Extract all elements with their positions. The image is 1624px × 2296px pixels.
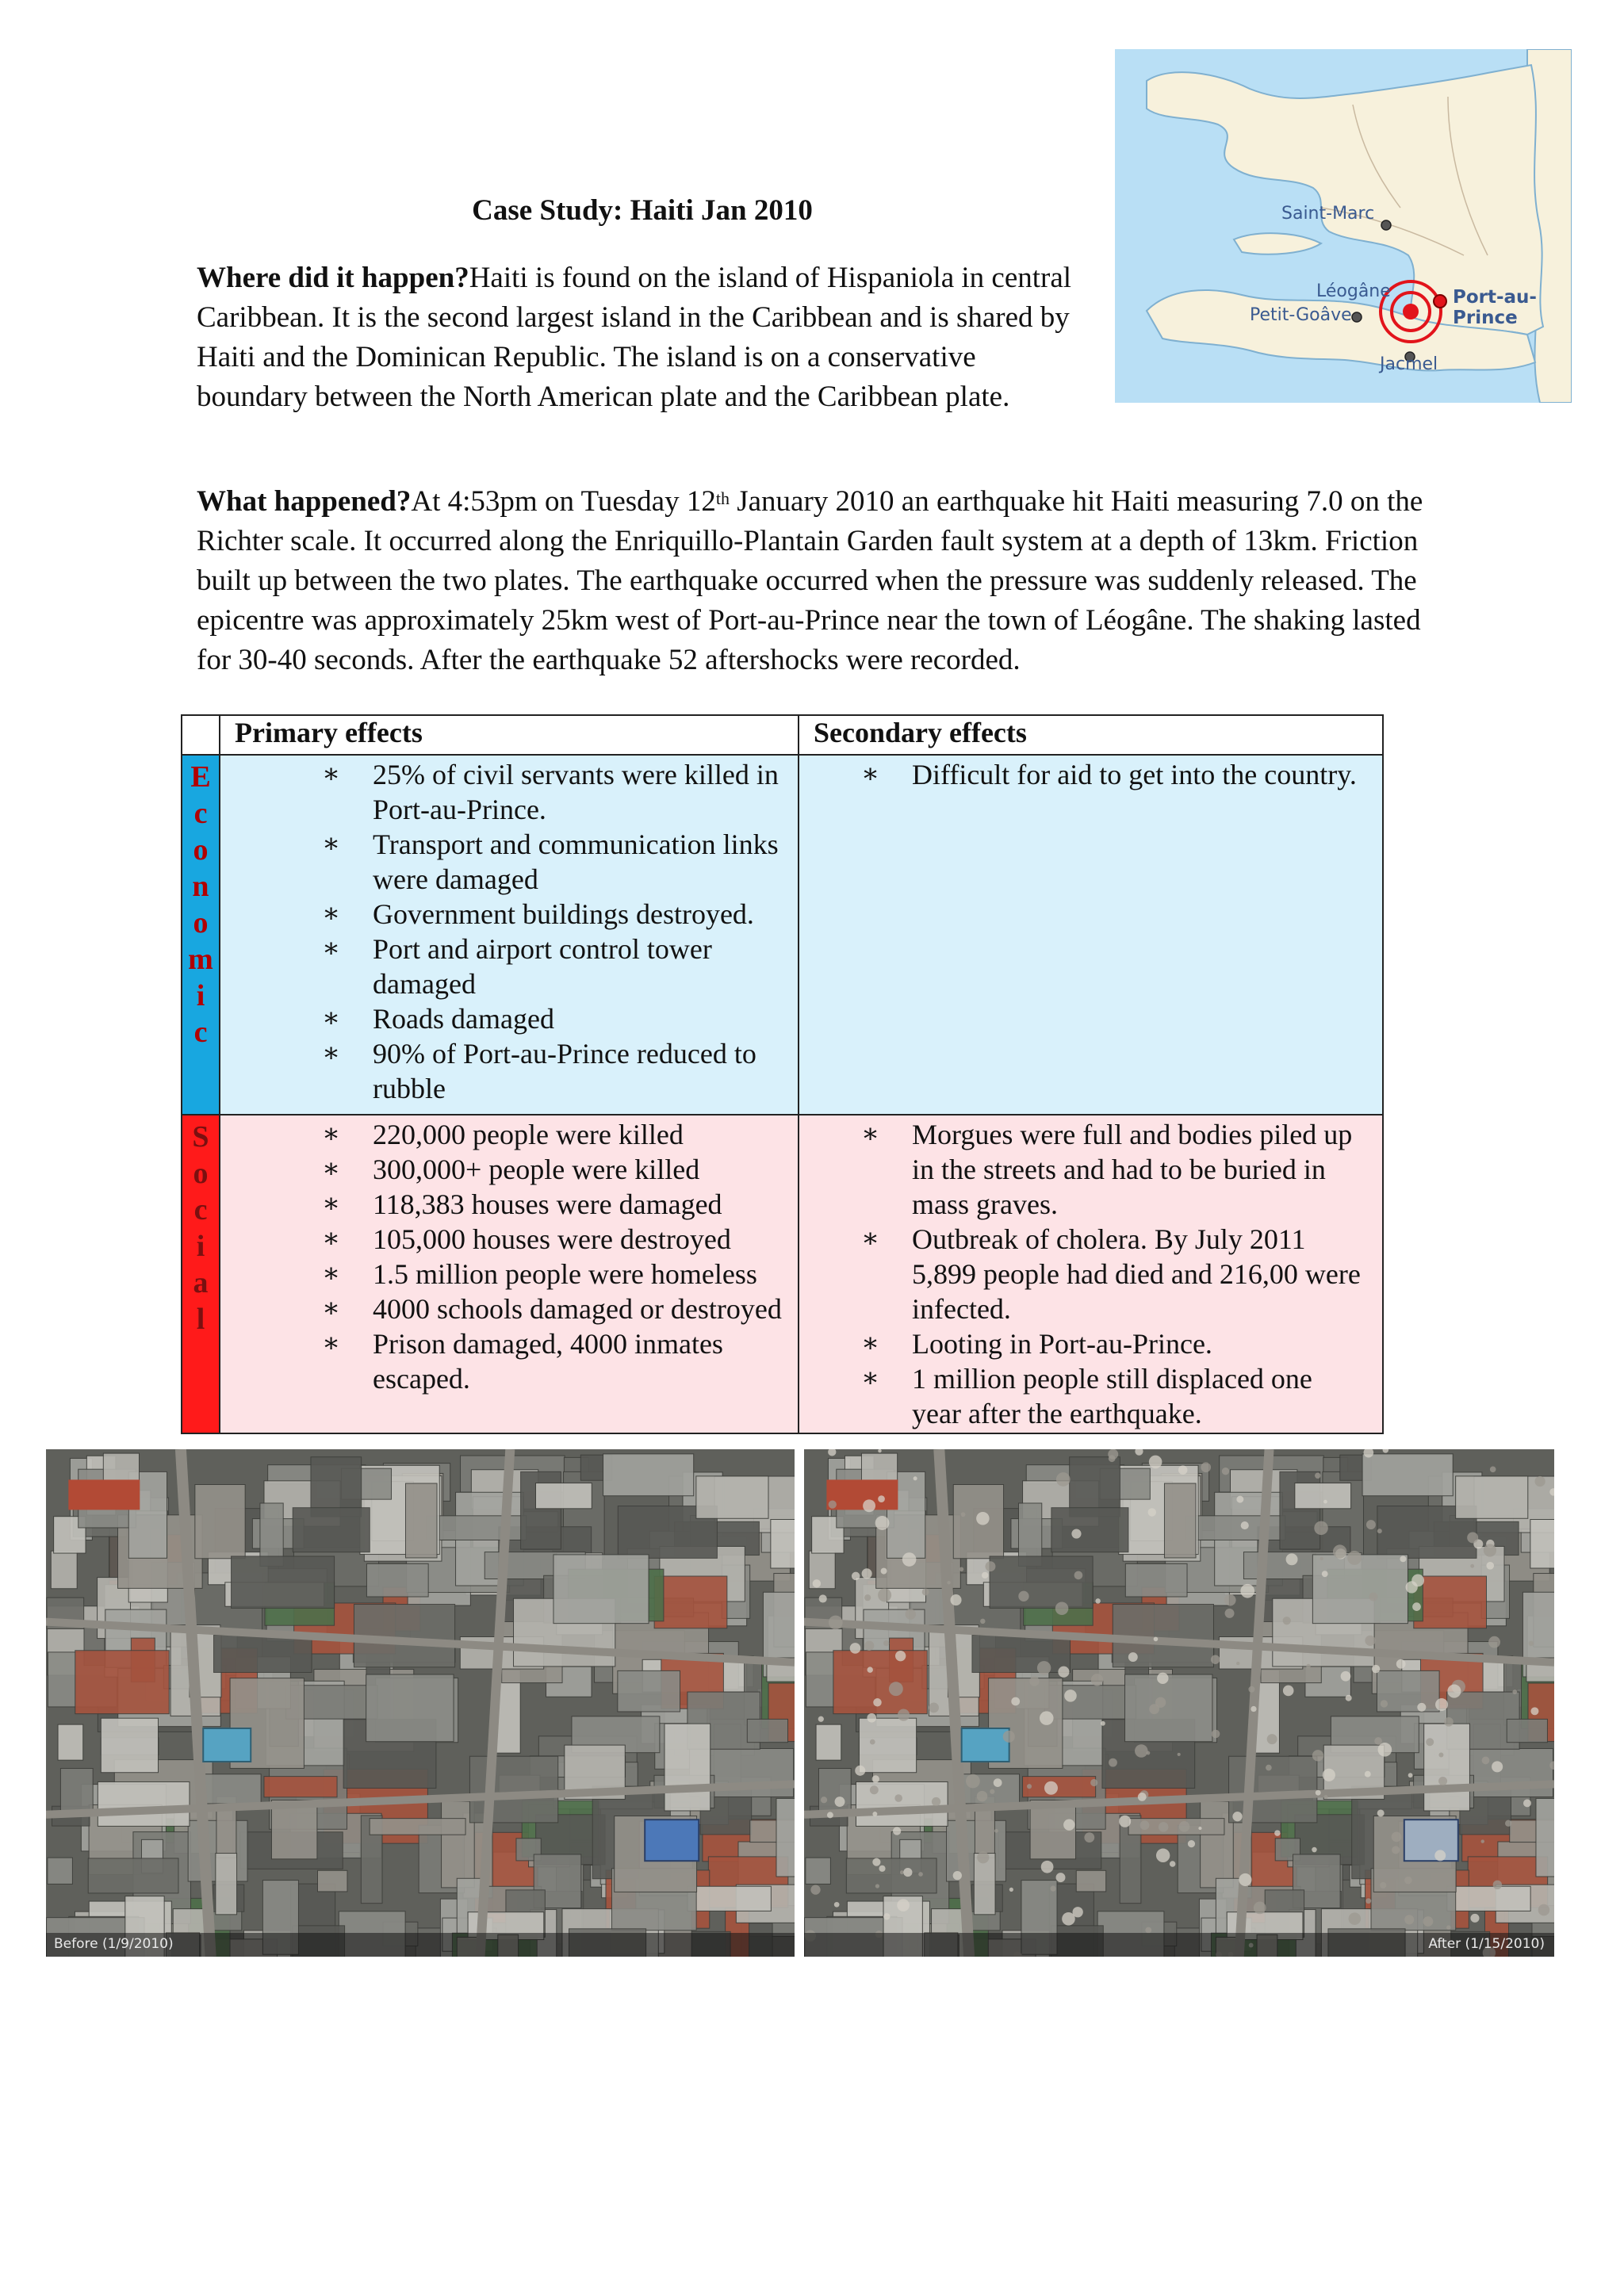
social-side-letter: S	[192, 1120, 209, 1154]
social-primary-cell	[220, 1115, 799, 1433]
economic-side-letter: i	[196, 979, 205, 1012]
economic-side-letter: n	[192, 870, 209, 903]
economic-primary-item: ∗ Port and airport control tower damaged	[220, 932, 798, 1001]
caption-after: After (1/15/2010)	[1428, 1936, 1545, 1952]
header-primary: Primary effects	[220, 715, 799, 755]
label-petit-goave: Petit-Goâve	[1250, 305, 1352, 325]
marker-saint-marc	[1381, 220, 1391, 230]
social-side-letter: l	[196, 1303, 205, 1336]
social-primary-item: ∗ 1.5 million people were homeless	[220, 1257, 798, 1292]
economic-primary-item: ∗ Transport and communication links were damaged	[220, 827, 798, 897]
label-port-au-prince-line2: Prince	[1453, 308, 1518, 328]
economic-primary-item: ∗ 25% of civil servants were killed in Port-au-Prince.	[220, 757, 798, 827]
social-side-label	[182, 1115, 220, 1433]
where-paragraph	[197, 258, 1077, 417]
satellite-image-after	[804, 1449, 1554, 1957]
satellite-photo-before	[46, 1449, 795, 1957]
economic-primary-cell	[220, 755, 799, 1115]
marker-port-au-prince	[1434, 295, 1446, 308]
economic-side-letter: c	[193, 797, 208, 830]
social-row	[182, 1115, 1383, 1433]
caption-before: Before (1/9/2010)	[54, 1936, 174, 1952]
marker-petit-goave	[1352, 312, 1362, 322]
what-label: What happened?	[197, 485, 412, 518]
label-saint-marc: Saint-Marc	[1281, 204, 1375, 224]
economic-side-letter: o	[193, 833, 209, 867]
social-primary-item: ∗ 118,383 houses were damaged	[220, 1187, 798, 1222]
what-paragraph	[197, 482, 1434, 680]
header-secondary: Secondary effects	[799, 715, 1383, 755]
social-side-letter: c	[193, 1193, 208, 1226]
social-secondary-item: ∗ Morgues were full and bodies piled up in the streets and had to be buried in mass graves.	[799, 1117, 1382, 1222]
social-side-letter: o	[193, 1157, 209, 1190]
economic-secondary-cell	[799, 755, 1383, 1115]
economic-side-letter: m	[188, 943, 213, 976]
page-title: Case Study: Haiti Jan 2010	[472, 194, 813, 227]
satellite-image-before	[46, 1449, 795, 1957]
social-primary-item: ∗ 4000 schools damaged or destroyed	[220, 1292, 798, 1326]
social-secondary-list	[799, 1115, 1382, 1431]
social-primary-item: ∗ 300,000+ people were killed	[220, 1152, 798, 1187]
where-text: Haiti is found on the island of Hispaniola in central Caribbean. It is the second largest island in the Caribbean and is shared by Haiti and the Dominican Republic. The island is on a conservative boundary between the North American plate and the Caribbean plate.	[197, 262, 1072, 413]
social-side-letter: i	[196, 1230, 205, 1263]
social-primary-list	[220, 1115, 798, 1396]
social-side-letter: a	[193, 1266, 209, 1299]
social-primary-item: ∗ 220,000 people were killed	[220, 1117, 798, 1152]
social-primary-item: ∗ 105,000 houses were destroyed	[220, 1222, 798, 1257]
economic-primary-item: ∗ Roads damaged	[220, 1001, 798, 1036]
social-primary-item: ∗ Prison damaged, 4000 inmates escaped.	[220, 1326, 798, 1396]
table-header-row	[182, 715, 1383, 755]
social-secondary-item: ∗ Looting in Port-au-Prince.	[799, 1326, 1382, 1361]
economic-primary-item: ∗ 90% of Port-au-Prince reduced to rubble	[220, 1036, 798, 1106]
what-text-start: At 4:53pm on Tuesday 12	[411, 485, 716, 518]
where-label: Where did it happen?	[197, 262, 469, 294]
economic-primary-list	[220, 756, 798, 1106]
what-text-rest: January 2010 an earthquake hit Haiti measuring 7.0 on the Richter scale. It occurred along the Enriquillo-Plantain Garden fault system at a depth of 13km. Friction built up between the two plates. The earthquake occurred when the pressure was suddenly released. The epicentre was approximately 25km west of Port-au-Prince near the town of Léogâne. The shaking lasted for 30-40 seconds. After the earthquake 52 aftershocks were recorded.	[197, 485, 1423, 676]
economic-secondary-item: ∗ Difficult for aid to get into the country.	[799, 757, 1382, 792]
economic-side-letter: o	[193, 906, 209, 939]
table-corner-cell	[182, 715, 220, 755]
economic-side-label	[182, 755, 220, 1115]
economic-row	[182, 755, 1383, 1115]
satellite-photo-after	[804, 1449, 1554, 1957]
label-port-au-prince-line1: Port-au-	[1453, 287, 1537, 308]
social-secondary-item: ∗ Outbreak of cholera. By July 2011 5,899 people had died and 216,00 were infected.	[799, 1222, 1382, 1326]
economic-side-letter: c	[193, 1016, 208, 1049]
label-leogane: Léogâne	[1316, 281, 1391, 301]
label-jacmel: Jacmel	[1380, 354, 1438, 374]
economic-secondary-list	[799, 756, 1382, 792]
social-secondary-cell	[799, 1115, 1383, 1433]
what-superscript: th	[715, 488, 730, 508]
economic-primary-item: ∗ Government buildings destroyed.	[220, 897, 798, 932]
economic-side-letter: E	[190, 760, 211, 794]
effects-table	[181, 714, 1384, 1434]
social-secondary-item: ∗ 1 million people still displaced one year after the earthquake.	[799, 1361, 1382, 1431]
